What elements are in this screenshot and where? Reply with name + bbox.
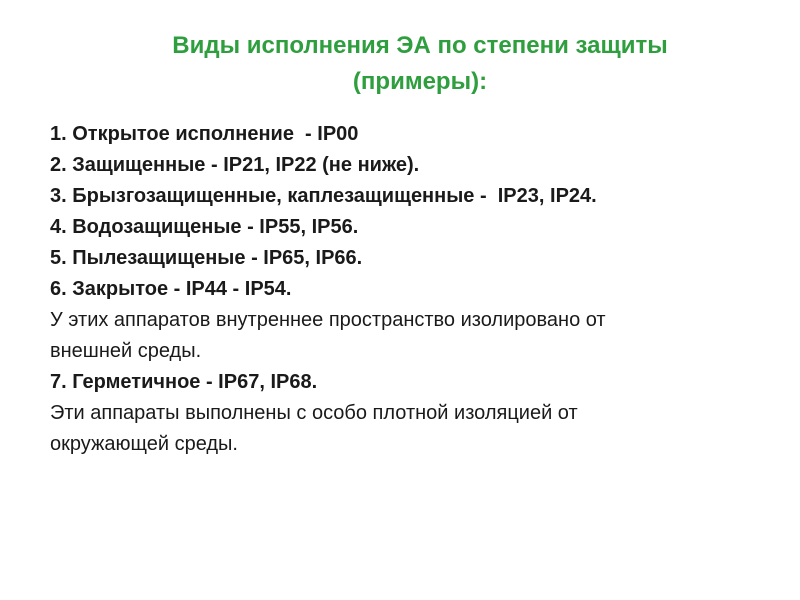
closed-description-line-2: внешней среды. — [50, 340, 202, 362]
slide-title-line-2: (примеры): — [352, 68, 488, 95]
list-item-splash-drip-proof: 3. Брызгозащищенные, каплезащищенные - IP23, IP24. — [50, 185, 597, 207]
closed-description-line-1: У этих аппаратов внутреннее пространство изолировано от — [50, 309, 606, 331]
list-item-dustproof: 5. Пылезащищеные - IP65, IP66. — [50, 247, 363, 269]
list-item-hermetic: 7. Герметичное - IP67, IP68. — [50, 371, 318, 393]
slide-body — [50, 119, 770, 460]
slide-title-line-1: Виды исполнения ЭА по степени защиты — [172, 32, 668, 59]
list-item-protected: 2. Защищенные - IP21, IP22 (не ниже). — [50, 154, 420, 176]
slide-title — [90, 28, 750, 100]
hermetic-description-line-1: Эти аппараты выполнены с особо плотной изоляцией от — [50, 402, 578, 424]
list-item-waterproof: 4. Водозащищеные - IP55, IP56. — [50, 216, 359, 238]
list-item-closed: 6. Закрытое - IP44 - IP54. — [50, 278, 292, 300]
hermetic-description-line-2: окружающей среды. — [50, 433, 238, 455]
list-item-open: 1. Открытое исполнение - IP00 — [50, 123, 359, 145]
